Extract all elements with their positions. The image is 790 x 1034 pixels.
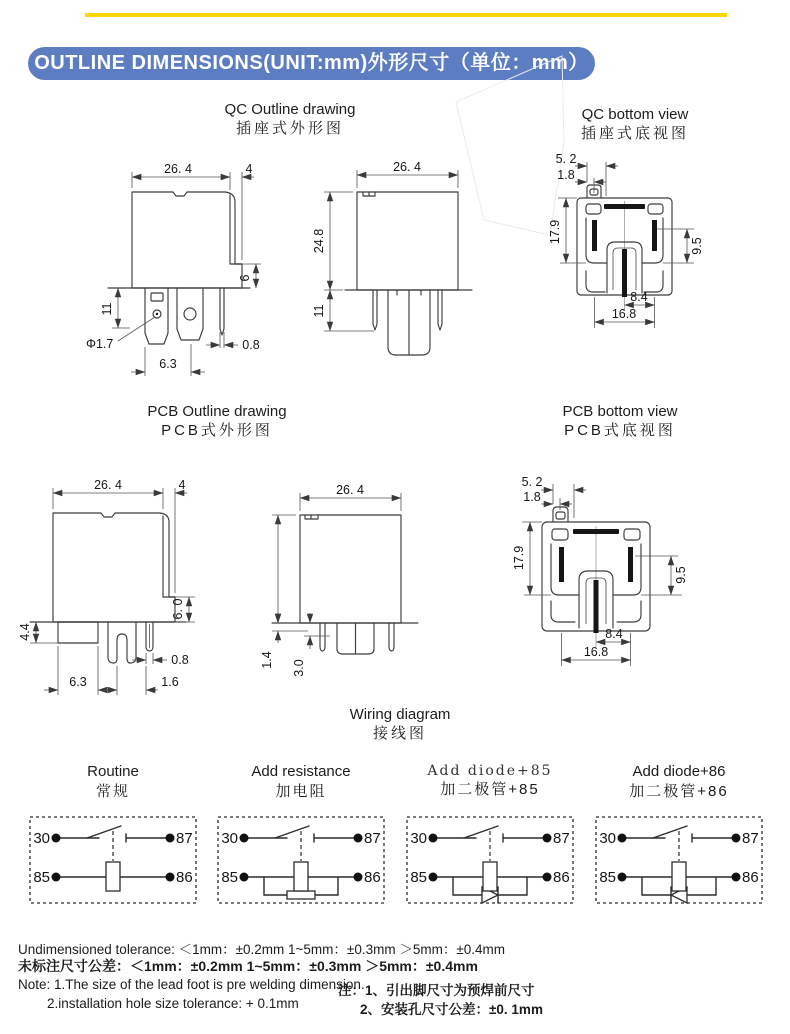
qc-bottom-title-zh: 插座式底视图 [580,124,689,142]
top-accent-line [85,13,727,17]
qc-bottom-title-en: QC bottom view [581,106,689,123]
note-en-2: 2.installation hole size tolerance: + 0.1mm [47,996,299,1011]
dim-label: 16.8 [611,307,637,321]
pcb-bottom-drawing [498,452,788,702]
panel-title-zh: 加电阻 [275,782,327,800]
dim-label: 17.9 [512,545,526,571]
dim-label: 1.4 [260,651,274,669]
terminal-label: 86 [364,869,381,886]
dim-label: 11 [100,302,114,316]
wiring-title [290,706,510,744]
wiring-panel-diode86 [595,816,763,904]
terminal-label: 87 [553,830,570,847]
tolerance-note-en: Undimensioned tolerance: ＜1mm：±0.2mm 1~5mm：±0.3mm ＞5mm：±0.4mm [18,942,505,957]
pcb-side-drawing [258,468,433,703]
panel-title-zh: 加二极管+86 [629,782,729,800]
qc-bottom-drawing [510,138,790,378]
wiring-panel-title-diode85 [406,762,574,800]
dim-label: 9.5 [690,237,704,255]
terminal-label: 86 [553,869,570,886]
dim-label: 6.3 [159,357,177,371]
dim-label: 26. 4 [336,483,364,497]
terminal-label: 86 [176,869,193,886]
panel-title-en: Routine [87,763,139,780]
terminal-label: 86 [742,869,759,886]
dim-label: 4 [178,478,186,492]
terminal-label: 85 [599,869,616,886]
terminal-label: 85 [33,869,50,886]
terminal-label: 85 [221,869,238,886]
terminal-label: 30 [599,830,616,847]
wiring-panel-title-routine [29,762,197,801]
note-en-1: Note: 1.The size of the lead foot is pre welding dimension. [18,977,365,992]
terminal-label: 87 [364,830,381,847]
wiring-panel-routine [29,816,197,904]
dim-label: 8.4 [605,627,623,641]
terminal-label: 87 [176,830,193,847]
wiring-title-zh: 接线图 [372,724,427,742]
dim-label: 26. 4 [393,160,421,174]
note-zh-2: 2、安装孔尺寸公差：±0. 1mm [360,1002,543,1017]
page-title: OUTLINE DIMENSIONS(UNIT:mm)外形尺寸（单位：mm） [28,47,595,80]
dim-label: 24.8 [312,228,326,254]
pcb-front-drawing [18,458,273,713]
dim-label: 1.6 [161,675,179,689]
pcb-outline-title-en: PCB Outline drawing [147,403,287,420]
pcb-bottom-title [510,403,730,441]
dim-label: 16.8 [583,645,609,659]
terminal-label: 30 [221,830,238,847]
dim-label: 26. 4 [164,162,192,176]
dim-label: 3.0 [292,659,306,677]
panel-title-zh: 加二极管+85 [440,781,540,799]
dim-label: 4 [245,162,253,176]
qc-front-drawing [28,148,293,398]
wiring-panel-title-diode86 [595,762,763,801]
qc-outline-title-zh: 插座式外形图 [235,119,344,137]
wiring-panel-diode85 [406,816,574,904]
terminal-label: 30 [33,830,50,847]
dim-label: 6.3 [69,675,87,689]
dim-label: 8.4 [630,290,648,304]
pcb-bottom-title-zh: PCB式底视图 [564,421,676,439]
dim-label: 1.8 [557,168,575,182]
qc-outline-title-en: QC Outline drawing [224,101,356,118]
dim-label: 1.8 [523,490,541,504]
pcb-outline-title-zh: PCB式外形图 [161,421,273,439]
terminal-label: 85 [410,869,427,886]
dim-label: 11 [312,304,326,318]
pcb-outline-title [107,403,327,441]
dim-label: 6. 0 [171,598,185,620]
dim-label: 17.9 [548,219,562,245]
dim-label: 26. 4 [94,478,122,492]
dim-label: 0.8 [242,338,260,352]
dim-label: 5. 2 [555,152,577,166]
note-zh-1: 注：1、引出脚尺寸为预焊前尺寸 [338,983,535,998]
wiring-panel-resistance [217,816,385,904]
dim-label: 9.5 [674,566,688,584]
wiring-title-en: Wiring diagram [349,706,451,723]
tolerance-note-zh: 未标注尺寸公差：＜1mm：±0.2mm 1~5mm：±0.3mm ＞5mm：±0.4mm [18,958,478,974]
dim-label: 4.4 [18,623,32,641]
dim-label: 5. 2 [521,475,543,489]
qc-outline-title [180,101,400,139]
panel-title-en: Add diode+86 [632,763,726,780]
pcb-bottom-title-en: PCB bottom view [562,403,678,420]
terminal-label: 30 [410,830,427,847]
terminal-label: 87 [742,830,759,847]
wiring-panel-title-resistance [217,762,385,801]
panel-title-en: Add resistance [251,763,351,780]
panel-title-zh: 常规 [95,782,130,800]
dim-label: 6 [238,274,252,282]
dim-label: 0.8 [171,653,189,667]
qc-side-drawing [300,148,490,393]
panel-title-en: Add diode+85 [427,763,553,779]
dim-label: Φ1.7 [86,337,114,351]
